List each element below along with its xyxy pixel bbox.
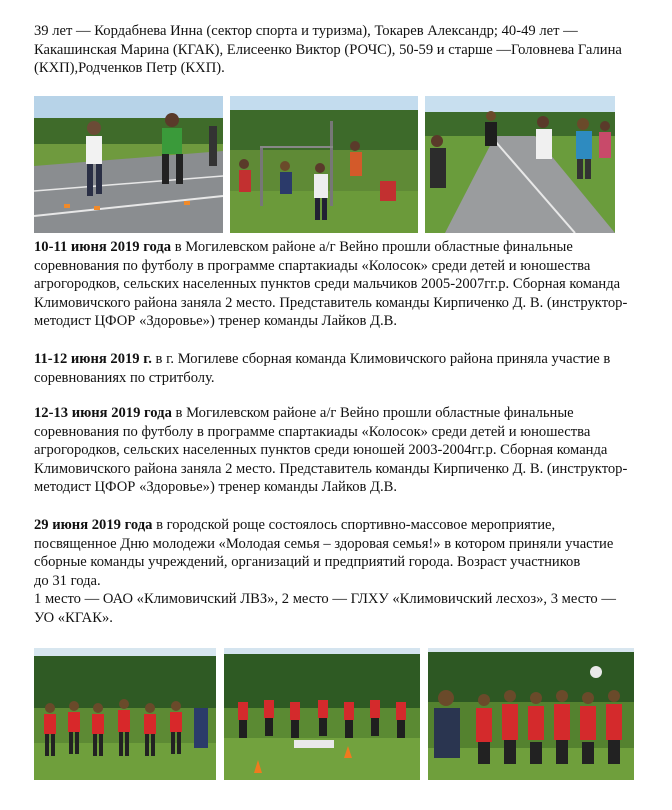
results-line: УО «КГАК».	[34, 609, 113, 626]
event-line: 12-13 июня 2019 года в Могилевском районе а/г Вейно прошли областные финальные	[34, 405, 574, 421]
intro-line: 39 лет — Кордабнева Инна (сектор спорта и туризма), Токарев Александр; 40-49 лет —	[34, 23, 578, 39]
intro-line: (КХП),Родченков Петр (КХП).	[34, 60, 225, 76]
event-line: посвященное Дню молодежи «Молодая семья – здоровая семья!» в котором приняли участие	[34, 535, 614, 552]
event-line: сборные команды учреждений, организаций и предприятий города. Возраст участников	[34, 554, 581, 570]
photo-relay-race	[34, 96, 223, 233]
event-line: 10-11 июня 2019 года в Могилевском районе а/г Вейно прошли областные финальные	[34, 239, 573, 255]
event-line: соревнования по футболу в программе спартакиады «Колосок» среди детей и юношества	[34, 423, 591, 440]
event-date: 12-13 июня 2019 года	[34, 405, 172, 421]
event-line: агрогородков, сельских населенных пунктов среди юношей 2003-2004гг.р. Сборная команда	[34, 442, 608, 458]
intro-line: Какашинская Марина (КГАК), Елисеенко Виктор (РОЧС), 50-59 и старше —Головнева Галина	[34, 41, 622, 58]
event-line: методист ЦФОР «Здоровье») тренер команды Лайков Д.В.	[34, 313, 398, 329]
event-line: методист ЦФОР «Здоровье») тренер команды Лайков Д.В.	[34, 479, 398, 495]
event-line: соревнования по футболу в программе спартакиады «Колосок» среди детей и юношества	[34, 257, 591, 274]
photo-team-cheer	[428, 648, 634, 780]
results-line: 1 место — ОАО «Климовичский ЛВЗ», 2 место — ГЛХУ «Климовичский лесхоз», 3 место —	[34, 591, 616, 607]
photo-long-jump	[425, 96, 615, 233]
event-line: 11-12 июня 2019 г. в г. Могилеве сборная команда Климовичского района приняла участие в	[34, 351, 611, 367]
event-paragraph-june-11-12	[34, 350, 662, 387]
event-line: Климовичского района заняла 2 место. Представитель команды Кирпиченко Д. В. (инструктор-	[34, 460, 628, 477]
event-line: агрогородков, сельских населенных пунктов среди мальчиков 2005-2007гг.р. Сборная команда	[34, 276, 621, 292]
event-paragraph-june-10-11	[34, 238, 662, 331]
intro-paragraph	[34, 22, 662, 78]
event-paragraph-june-12-13	[34, 404, 662, 497]
photo-pullup-bars	[230, 96, 418, 233]
event-line: 29 июня 2019 года в городской роще состоялось спортивно-массовое мероприятие,	[34, 517, 556, 533]
event-date: 29 июня 2019 года	[34, 517, 153, 533]
photo-team-competition	[224, 648, 420, 780]
event-date: 10-11 июня 2019 года	[34, 239, 172, 255]
event-paragraph-june-29	[34, 516, 662, 627]
event-line: до 31 года.	[34, 572, 101, 589]
event-date: 11-12 июня 2019 г.	[34, 351, 152, 367]
event-line: соревнованиях по стритболу.	[34, 369, 215, 386]
event-line: Климовичского района заняла 2 место. Представитель команды Кирпиченко Д. В. (инструктор-	[34, 294, 628, 311]
photo-team-dance	[34, 648, 216, 780]
